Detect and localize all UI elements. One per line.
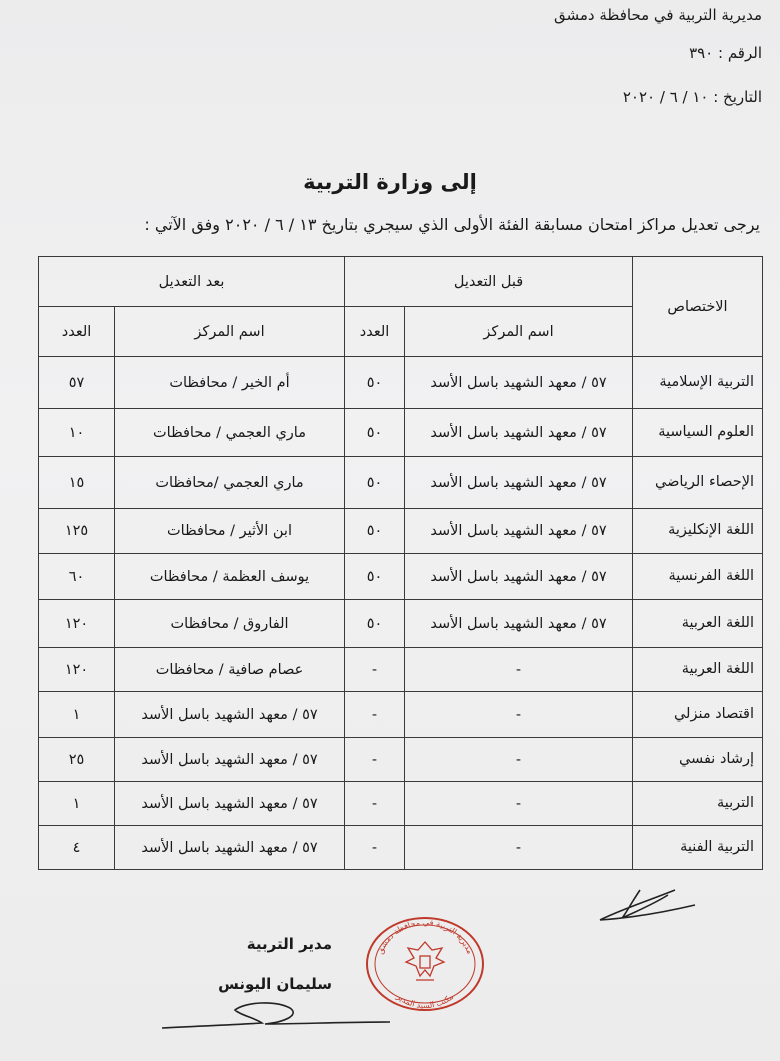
cell-before-center: -	[405, 738, 633, 782]
cell-before-center: ٥٧ / معهد الشهيد باسل الأسد	[405, 409, 633, 457]
stamp-text-bottom: مكتب السيد المدير	[394, 992, 456, 1011]
cell-before-center: -	[405, 826, 633, 870]
cell-before-count: ٥٠	[345, 357, 405, 409]
cell-after-center: ماري العجمي / محافظات	[115, 409, 345, 457]
stamp-text-top: مديرية التربية في محافظة دمشق	[375, 917, 475, 956]
cell-specialty: العلوم السياسية	[633, 409, 763, 457]
cell-specialty: الإحصاء الرياضي	[633, 457, 763, 509]
table-row	[39, 826, 763, 870]
cell-before-count: -	[345, 692, 405, 738]
table-row	[39, 409, 763, 457]
document-date: التاريخ : ١٠ / ٦ / ٢٠٢٠	[622, 88, 762, 106]
cell-before-count: ٥٠	[345, 409, 405, 457]
cell-before-count: ٥٠	[345, 554, 405, 600]
cell-specialty: التربية الفنية	[633, 826, 763, 870]
intro-paragraph: يرجى تعديل مراكز امتحان مسابقة الفئة الأولى الذي سيجري بتاريخ ١٣ / ٦ / ٢٠٢٠ وفق الآتي :	[144, 215, 760, 234]
director-name: سليمان اليونس	[218, 975, 332, 993]
directorate-name: مديرية التربية في محافظة دمشق	[553, 6, 762, 24]
cell-after-center: عصام صافية / محافظات	[115, 648, 345, 692]
cell-before-count: -	[345, 738, 405, 782]
eagle-emblem-icon	[406, 942, 444, 980]
cell-specialty: اللغة العربية	[633, 648, 763, 692]
cell-before-count: ٥٠	[345, 600, 405, 648]
cell-after-center: ٥٧ / معهد الشهيد باسل الأسد	[115, 692, 345, 738]
header-after-count: العدد	[39, 307, 115, 357]
cell-before-center: ٥٧ / معهد الشهيد باسل الأسد	[405, 509, 633, 554]
table-row	[39, 357, 763, 409]
cell-before-count: -	[345, 826, 405, 870]
cell-after-count: ٦٠	[39, 554, 115, 600]
cell-before-center: ٥٧ / معهد الشهيد باسل الأسد	[405, 457, 633, 509]
cell-after-center: الفاروق / محافظات	[115, 600, 345, 648]
cell-after-count: ٥٧	[39, 357, 115, 409]
cell-after-count: ١٥	[39, 457, 115, 509]
header-specialty: الاختصاص	[633, 257, 763, 357]
header-before-change: قبل التعديل	[345, 257, 633, 307]
cell-after-center: ماري العجمي /محافظات	[115, 457, 345, 509]
table-row	[39, 782, 763, 826]
director-title: مدير التربية	[246, 935, 332, 953]
cell-after-count: ١	[39, 782, 115, 826]
cell-after-center: ٥٧ / معهد الشهيد باسل الأسد	[115, 738, 345, 782]
cell-after-center: ٥٧ / معهد الشهيد باسل الأسد	[115, 782, 345, 826]
cell-after-count: ١	[39, 692, 115, 738]
recipient-title: إلى وزارة التربية	[303, 170, 477, 194]
cell-before-center: -	[405, 782, 633, 826]
header-before-count: العدد	[345, 307, 405, 357]
cell-specialty: اللغة العربية	[633, 600, 763, 648]
cell-after-count: ١٢٥	[39, 509, 115, 554]
table-row	[39, 457, 763, 509]
cell-specialty: اللغة الإنكليزية	[633, 509, 763, 554]
header-after-change: بعد التعديل	[39, 257, 345, 307]
cell-after-count: ٢٥	[39, 738, 115, 782]
cell-after-center: يوسف العظمة / محافظات	[115, 554, 345, 600]
cell-before-center: -	[405, 692, 633, 738]
table-row	[39, 692, 763, 738]
exam-centers-table	[38, 256, 763, 870]
cell-before-center: ٥٧ / معهد الشهيد باسل الأسد	[405, 554, 633, 600]
reference-number: الرقم : ٣٩٠	[689, 44, 762, 62]
table-row	[39, 554, 763, 600]
cell-before-count: ٥٠	[345, 509, 405, 554]
cell-before-center: ٥٧ / معهد الشهيد باسل الأسد	[405, 600, 633, 648]
header-before-center: اسم المركز	[405, 307, 633, 357]
official-stamp	[360, 912, 490, 1012]
header-after-center: اسم المركز	[115, 307, 345, 357]
cell-after-count: ١٠	[39, 409, 115, 457]
table-row	[39, 738, 763, 782]
cell-after-count: ١٢٠	[39, 648, 115, 692]
table-row	[39, 600, 763, 648]
cell-after-center: ٥٧ / معهد الشهيد باسل الأسد	[115, 826, 345, 870]
cell-before-count: ٥٠	[345, 457, 405, 509]
cell-specialty: التربية	[633, 782, 763, 826]
cell-after-center: ابن الأثير / محافظات	[115, 509, 345, 554]
cell-before-count: -	[345, 648, 405, 692]
table-body	[39, 357, 763, 870]
cell-after-count: ٤	[39, 826, 115, 870]
table-row	[39, 509, 763, 554]
cell-after-center: أم الخير / محافظات	[115, 357, 345, 409]
cell-specialty: اللغة الفرنسية	[633, 554, 763, 600]
cell-specialty: اقتصاد منزلي	[633, 692, 763, 738]
cell-before-count: -	[345, 782, 405, 826]
cell-specialty: التربية الإسلامية	[633, 357, 763, 409]
cell-before-center: -	[405, 648, 633, 692]
cell-before-center: ٥٧ / معهد الشهيد باسل الأسد	[405, 357, 633, 409]
cell-after-count: ١٢٠	[39, 600, 115, 648]
cell-specialty: إرشاد نفسي	[633, 738, 763, 782]
table-row	[39, 648, 763, 692]
